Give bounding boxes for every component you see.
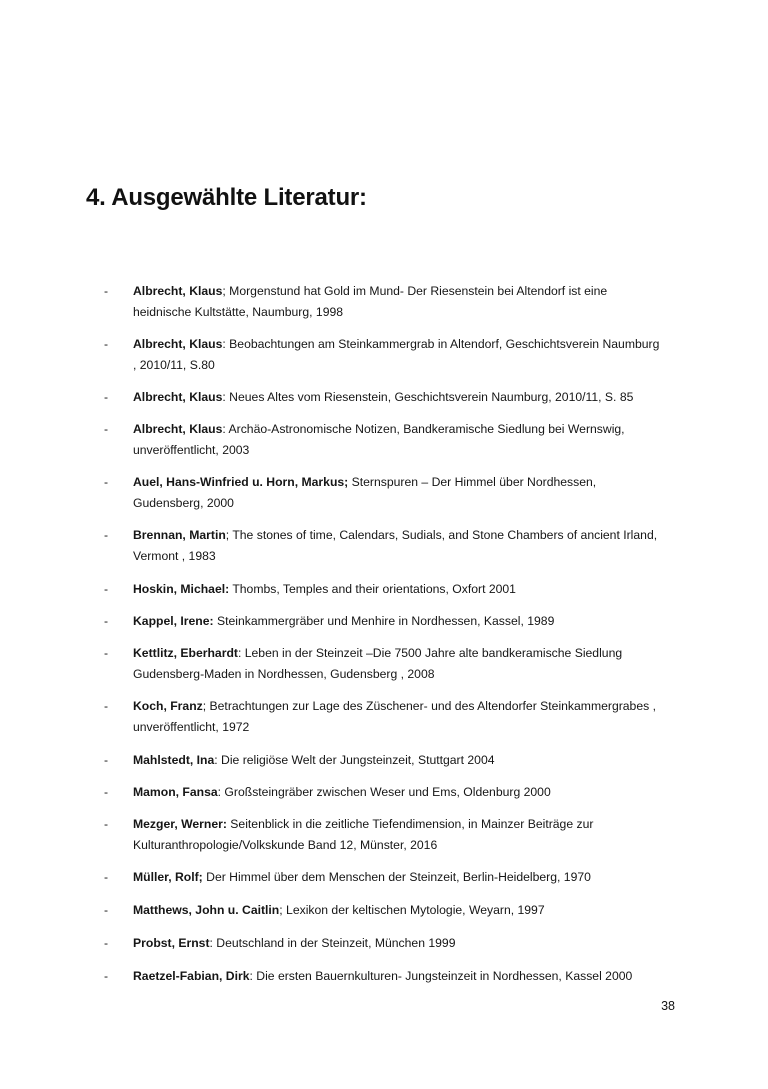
entry-text: The stones of time, Calendars, Sudials, and Stone Chambers of ancient Irland, Vermont , 1983 bbox=[133, 528, 658, 563]
entry-separator: ; bbox=[202, 699, 207, 713]
bibliography-entry bbox=[104, 782, 664, 803]
entry-author: Mezger, Werner: bbox=[133, 817, 227, 831]
entry-text: Neues Altes vom Riesenstein, Geschichtsverein Naumburg, 2010/11, S. 85 bbox=[225, 390, 634, 404]
entry-author: Matthews, John u. Caitlin bbox=[133, 903, 280, 917]
entry-separator: : bbox=[222, 422, 226, 436]
entry-author: Albrecht, Klaus bbox=[133, 390, 223, 404]
entry-text: Archäo-Astronomische Notizen, Bandkeramische Siedlung bei Wernswig, unveröffentlicht, 2003 bbox=[133, 422, 625, 457]
entry-text: Die religiöse Welt der Jungsteinzeit, Stuttgart 2004 bbox=[217, 753, 495, 767]
entry-text: Deutschland in der Steinzeit, München 1999 bbox=[212, 936, 456, 950]
entry-separator: ; bbox=[279, 903, 283, 917]
entry-author: Albrecht, Klaus bbox=[133, 284, 223, 298]
list-bullet: - bbox=[104, 903, 109, 917]
entry-author: Raetzel-Fabian, Dirk bbox=[133, 969, 250, 983]
entry-separator: ; bbox=[225, 528, 230, 542]
bibliography-entry bbox=[104, 525, 664, 567]
entry-text: Lexikon der keltischen Mytologie, Weyarn, 1997 bbox=[282, 903, 545, 917]
page-number: 38 bbox=[661, 999, 675, 1013]
entry-author: Brennan, Martin bbox=[133, 528, 226, 542]
entry-text: Der Himmel über dem Menschen der Steinzeit, Berlin-Heidelberg, 1970 bbox=[202, 870, 591, 884]
entry-separator: : bbox=[209, 936, 213, 950]
list-bullet: - bbox=[104, 753, 109, 767]
entry-author: Müller, Rolf; bbox=[133, 870, 203, 884]
bibliography-entry bbox=[104, 696, 664, 738]
list-bullet: - bbox=[104, 528, 109, 542]
bibliography-entry bbox=[104, 387, 664, 408]
entry-text: Beobachtungen am Steinkammergrab in Altendorf, Geschichtsverein Naumburg , 2010/11, S.80 bbox=[133, 337, 660, 372]
bibliography-entry bbox=[104, 814, 664, 856]
list-bullet: - bbox=[104, 699, 109, 713]
list-bullet: - bbox=[104, 936, 109, 950]
entry-text: Seitenblick in die zeitliche Tiefendimension, in Mainzer Beiträge zur Kulturanthropologie/Volkskunde Band 12, Münster, 2016 bbox=[133, 817, 594, 852]
list-bullet: - bbox=[104, 582, 109, 596]
list-bullet: - bbox=[104, 390, 109, 404]
entry-author: Albrecht, Klaus bbox=[133, 337, 223, 351]
entry-text: Großsteingräber zwischen Weser und Ems, Oldenburg 2000 bbox=[221, 785, 551, 799]
bibliography-entry bbox=[104, 966, 664, 987]
list-bullet: - bbox=[104, 475, 109, 489]
bibliography-entry bbox=[104, 867, 664, 888]
entry-author: Auel, Hans-Winfried u. Horn, Markus; bbox=[133, 475, 349, 489]
bibliography-entry bbox=[104, 334, 664, 376]
entry-text: Die ersten Bauernkulturen- Jungsteinzeit in Nordhessen, Kassel 2000 bbox=[252, 969, 633, 983]
bibliography-entry bbox=[104, 611, 664, 632]
bibliography-entry bbox=[104, 933, 664, 954]
bibliography-entry bbox=[104, 579, 664, 600]
list-bullet: - bbox=[104, 646, 109, 660]
entry-text: Sternspuren – Der Himmel über Nordhessen, Gudensberg, 2000 bbox=[133, 475, 597, 510]
list-bullet: - bbox=[104, 614, 109, 628]
bibliography-entry bbox=[104, 281, 664, 323]
entry-separator: ; bbox=[222, 284, 226, 298]
list-bullet: - bbox=[104, 785, 109, 799]
entry-author: Koch, Franz bbox=[133, 699, 203, 713]
bibliography-entry bbox=[104, 900, 664, 921]
list-bullet: - bbox=[104, 337, 109, 351]
list-bullet: - bbox=[104, 422, 109, 436]
entry-text: Leben in der Steinzeit –Die 7500 Jahre alte bandkeramische Siedlung Gudensberg-Maden in Nordhessen, Gudensberg , 2008 bbox=[133, 646, 623, 681]
entry-separator: : bbox=[222, 337, 226, 351]
entry-text: Betrachtungen zur Lage des Züschener- und des Altendorfer Steinkammergrabes , unveröffentlicht, 1972 bbox=[133, 699, 656, 734]
bibliography-entry bbox=[104, 472, 664, 514]
section-heading: 4. Ausgewählte Literatur: bbox=[86, 184, 367, 211]
list-bullet: - bbox=[104, 870, 109, 884]
entry-author: Albrecht, Klaus bbox=[133, 422, 223, 436]
list-bullet: - bbox=[104, 284, 109, 298]
bibliography-entry bbox=[104, 643, 664, 685]
entry-text: Thombs, Temples and their orientations, Oxfort 2001 bbox=[229, 582, 516, 596]
entry-text: Steinkammergräber und Menhire in Nordhessen, Kassel, 1989 bbox=[213, 614, 555, 628]
list-bullet: - bbox=[104, 817, 109, 831]
entry-separator: : bbox=[217, 785, 222, 799]
entry-author: Mahlstedt, Ina bbox=[133, 753, 215, 767]
entry-author: Hoskin, Michael: bbox=[133, 582, 230, 596]
bibliography-entry bbox=[104, 750, 664, 771]
entry-author: Probst, Ernst bbox=[133, 936, 210, 950]
entry-separator: : bbox=[222, 390, 226, 404]
bibliography-entry bbox=[104, 419, 664, 461]
list-bullet: - bbox=[104, 969, 109, 983]
bibliography-list bbox=[104, 281, 664, 987]
entry-author: Kappel, Irene: bbox=[133, 614, 214, 628]
entry-author: Mamon, Fansa bbox=[133, 785, 218, 799]
entry-text: Morgenstund hat Gold im Mund- Der Riesenstein bei Altendorf ist eine heidnische Kultstätte, Naumburg, 1998 bbox=[133, 284, 608, 319]
entry-separator: : bbox=[249, 969, 253, 983]
entry-separator: : bbox=[214, 753, 218, 767]
entry-separator: : bbox=[237, 646, 242, 660]
entry-author: Kettlitz, Eberhardt bbox=[133, 646, 238, 660]
